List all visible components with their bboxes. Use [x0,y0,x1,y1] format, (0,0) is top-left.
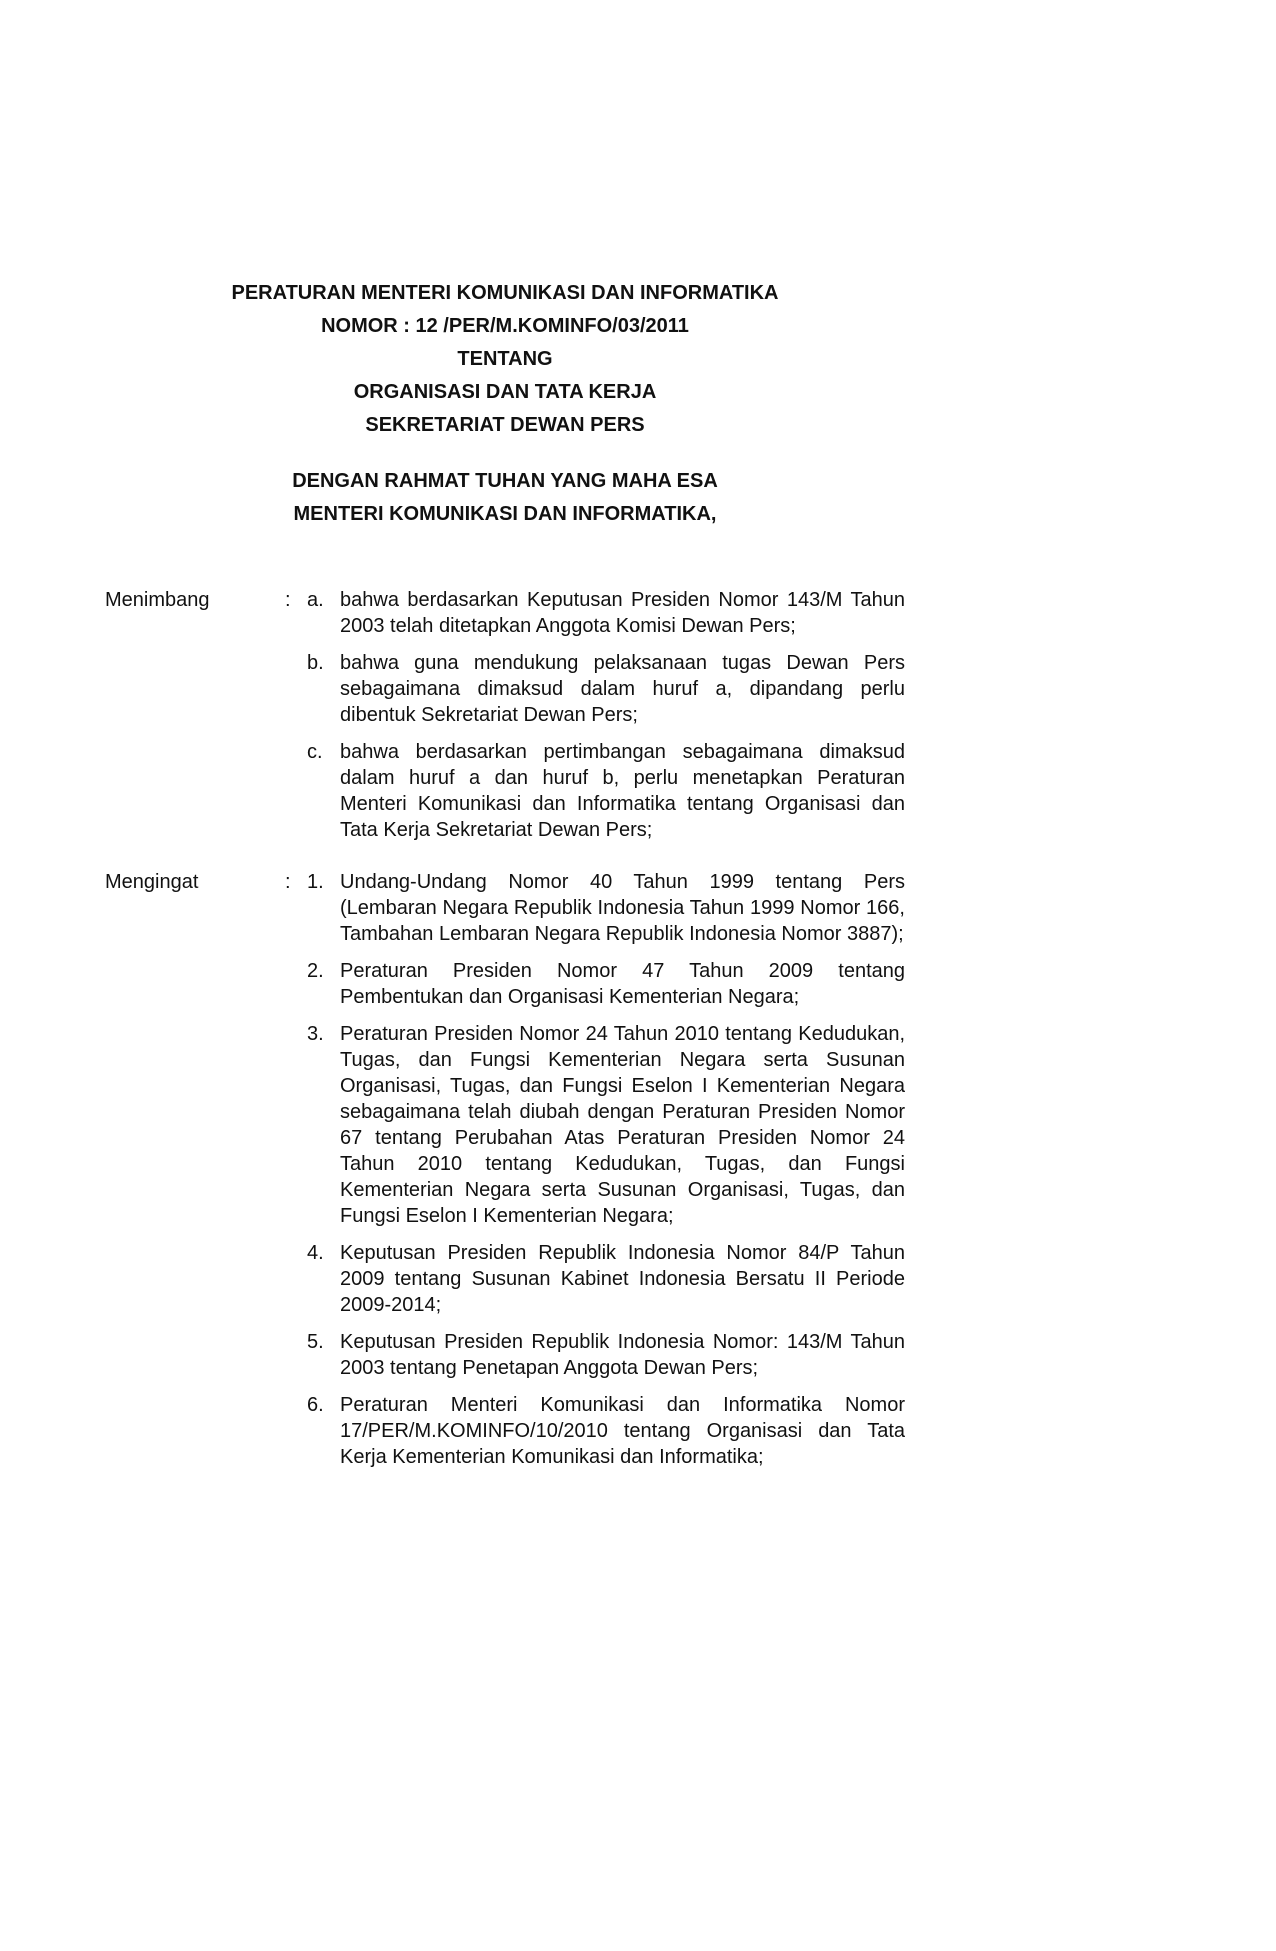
item-marker: b. [307,652,324,674]
list-item [307,1021,905,1229]
document-title-block [105,277,905,442]
section-colon: : [285,871,291,893]
list-item [307,1392,905,1470]
list-item [307,587,905,639]
list-item [307,958,905,1010]
title-line-number: NOMOR : 12 /PER/M.KOMINFO/03/2011 [321,315,689,337]
section-mengingat [105,869,905,1470]
section-label: Menimbang [105,589,210,611]
item-text: bahwa berdasarkan Keputusan Presiden Nomor 143/M Tahun 2003 telah ditetapkan Anggota Komisi Dewan Pers; [340,589,905,637]
item-text: Peraturan Presiden Nomor 24 Tahun 2010 tentang Kedudukan, Tugas, dan Fungsi Kementerian Negara serta Susunan Organisasi, Tugas, dan Fungsi Eselon I Kementerian Negara sebagaimana telah diubah dengan Peraturan Presiden Nomor 67 tentang Perubahan Atas Peraturan Presiden Nomor 24 Tahun 2010 tentang Kedudukan, Tugas, dan Fungsi Kementerian Negara serta Susunan Organisasi, Tugas, dan Fungsi Eselon I Kementerian Negara; [340,1023,905,1227]
section-colon: : [285,589,291,611]
item-text: bahwa berdasarkan pertimbangan sebagaimana dimaksud dalam huruf a dan huruf b, perlu menetapkan Peraturan Menteri Komunikasi dan Informatika tentang Organisasi dan Tata Kerja Sekretariat Dewan Pers; [340,741,905,841]
item-text: Undang-Undang Nomor 40 Tahun 1999 tentang Pers (Lembaran Negara Republik Indonesia Tahun 1999 Nomor 166, Tambahan Lembaran Negara Republik Indonesia Nomor 3887); [340,871,905,945]
subtitle-line-blessing: DENGAN RAHMAT TUHAN YANG MAHA ESA [292,470,718,492]
item-text: Peraturan Presiden Nomor 47 Tahun 2009 tentang Pembentukan dan Organisasi Kementerian Negara; [340,960,905,1008]
item-text: Keputusan Presiden Republik Indonesia Nomor 84/P Tahun 2009 tentang Susunan Kabinet Indonesia Bersatu II Periode 2009-2014; [340,1242,905,1316]
item-marker: 3. [307,1023,324,1045]
item-text: Peraturan Menteri Komunikasi dan Informatika Nomor 17/PER/M.KOMINFO/10/2010 tentang Organisasi dan Tata Kerja Kementerian Komunikasi dan Informatika; [340,1394,905,1468]
list-item [307,650,905,728]
list-item [307,1240,905,1318]
subtitle-line-minister: MENTERI KOMUNIKASI DAN INFORMATIKA, [293,503,717,525]
item-text: bahwa guna mendukung pelaksanaan tugas Dewan Pers sebagaimana dimaksud dalam huruf a, dipandang perlu dibentuk Sekretariat Dewan Pers; [340,652,905,726]
list-item [307,739,905,843]
section-label: Mengingat [105,871,199,893]
section-menimbang [105,587,905,843]
item-marker: 5. [307,1331,324,1353]
section-items [307,869,905,1470]
list-item [307,1329,905,1381]
item-text: Keputusan Presiden Republik Indonesia Nomor: 143/M Tahun 2003 tentang Penetapan Anggota Dewan Pers; [340,1331,905,1379]
list-item [307,869,905,947]
document-body [105,587,905,1470]
item-marker: 1. [307,871,324,893]
item-marker: 2. [307,960,324,982]
title-line-regulation: PERATURAN MENTERI KOMUNIKASI DAN INFORMATIKA [231,282,779,304]
item-marker: 6. [307,1394,324,1416]
section-items [307,587,905,843]
title-line-subject-1: ORGANISASI DAN TATA KERJA [353,381,657,403]
title-line-subject-2: SEKRETARIAT DEWAN PERS [365,414,645,436]
item-marker: a. [307,589,324,611]
document-subtitle-block [105,465,905,531]
item-marker: 4. [307,1242,324,1264]
title-line-tentang: TENTANG [457,348,553,370]
item-marker: c. [307,741,323,763]
